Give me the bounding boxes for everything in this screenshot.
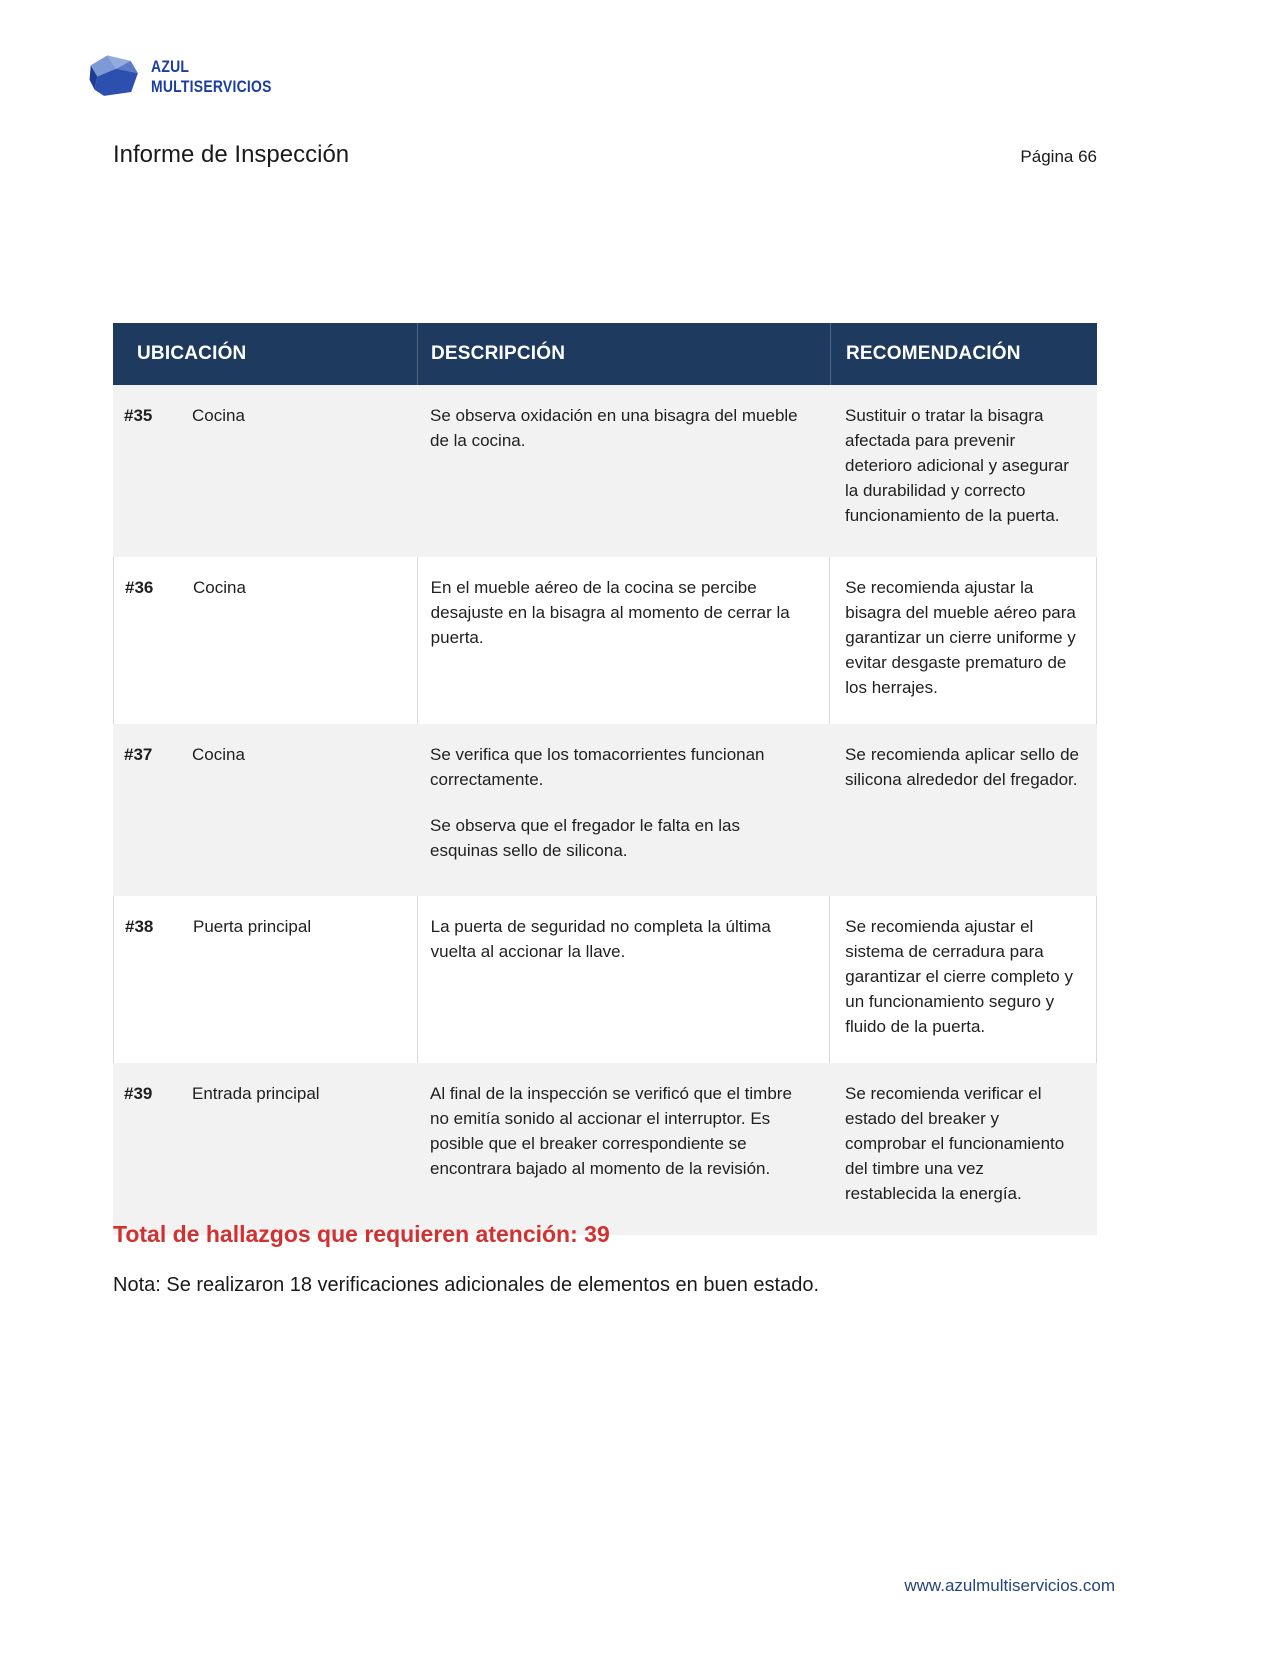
recommendation-text: Se recomienda ajustar la bisagra del mueble aéreo para garantizar un cierre uniforme y evitar desgaste prematuro de los herrajes. (845, 578, 1076, 697)
recommendation-text: Se recomienda aplicar sello de silicona alrededor del fregador. (845, 745, 1079, 789)
column-header-descripcion: DESCRIPCIÓN (417, 323, 830, 385)
recommendation-text: Se recomienda ajustar el sistema de cerradura para garantizar el cierre completo y un funcionamiento seguro y fluido de la puerta. (845, 917, 1073, 1036)
finding-recommendation (830, 724, 1097, 896)
table-row (113, 724, 1097, 896)
finding-location: Entrada principal (192, 1084, 320, 1103)
finding-id: #35 (124, 406, 153, 425)
table-row (113, 896, 1097, 1063)
page-number: Página 66 (1020, 147, 1097, 166)
location-cell (114, 896, 417, 1063)
table-row (113, 1063, 1097, 1235)
location-cell (113, 724, 417, 896)
finding-recommendation (830, 1063, 1097, 1235)
total-findings-heading: Total de hallazgos que requieren atención: 39 (113, 1221, 610, 1247)
table-row (113, 385, 1097, 557)
logo-text (151, 57, 272, 96)
location-cell (113, 385, 417, 557)
finding-location: Puerta principal (193, 917, 312, 936)
recommendation-text: Sustituir o tratar la bisagra afectada para prevenir deterioro adicional y asegurar la durabilidad y correcto funcionamiento de la puerta. (845, 406, 1069, 525)
finding-description (417, 557, 830, 724)
finding-description (417, 896, 830, 1063)
table-body (113, 385, 1097, 1235)
finding-location: Cocina (193, 578, 246, 597)
description-paragraph: En el mueble aéreo de la cocina se percibe desajuste en la bisagra al momento de cerrar la puerta. (430, 578, 790, 647)
note-text: Nota: Se realizaron 18 verificaciones adicionales de elementos en buen estado. (113, 1274, 819, 1296)
report-header (113, 141, 1097, 169)
recommendation-text: Se recomienda verificar el estado del breaker y comprobar el funcionamiento del timbre una vez restablecida la energía. (845, 1084, 1065, 1203)
finding-description (417, 724, 830, 896)
finding-description (417, 1063, 830, 1235)
finding-id: #39 (124, 1084, 153, 1103)
description-paragraph: Al final de la inspección se verificó que el timbre no emitía sonido al accionar el interruptor. Es posible que el breaker correspondiente se encontrara bajado al momento de la revisión. (430, 1084, 792, 1178)
description-paragraph: Se observa que el fregador le falta en las esquinas sello de silicona. (430, 816, 740, 860)
finding-recommendation (829, 557, 1096, 724)
footer-website-link[interactable]: www.azulmultiservicios.com (904, 1576, 1115, 1595)
company-logo (86, 52, 298, 102)
finding-description (417, 385, 830, 557)
findings-table (113, 323, 1097, 1235)
table-header-row (113, 323, 1097, 385)
finding-location: Cocina (192, 745, 245, 764)
location-cell (113, 1063, 417, 1235)
description-paragraph: Se verifica que los tomacorrientes funcionan correctamente. (430, 745, 765, 789)
column-header-ubicacion: UBICACIÓN (137, 343, 247, 364)
table-row (113, 557, 1097, 724)
column-header-recomendacion: RECOMENDACIÓN (830, 323, 1097, 385)
gem-icon (86, 52, 142, 102)
finding-recommendation (830, 385, 1097, 557)
finding-id: #36 (125, 578, 154, 597)
description-paragraph: Se observa oxidación en una bisagra del mueble de la cocina. (430, 406, 798, 450)
finding-recommendation (829, 896, 1096, 1063)
finding-id: #37 (124, 745, 153, 764)
finding-id: #38 (125, 917, 154, 936)
description-paragraph: La puerta de seguridad no completa la última vuelta al accionar la llave. (430, 917, 771, 961)
logo-line-1: AZUL (151, 57, 190, 77)
logo-line-2: MULTISERVICIOS (151, 77, 272, 96)
finding-location: Cocina (192, 406, 245, 425)
page-title: Informe de Inspección (113, 141, 350, 168)
location-cell (114, 557, 417, 724)
